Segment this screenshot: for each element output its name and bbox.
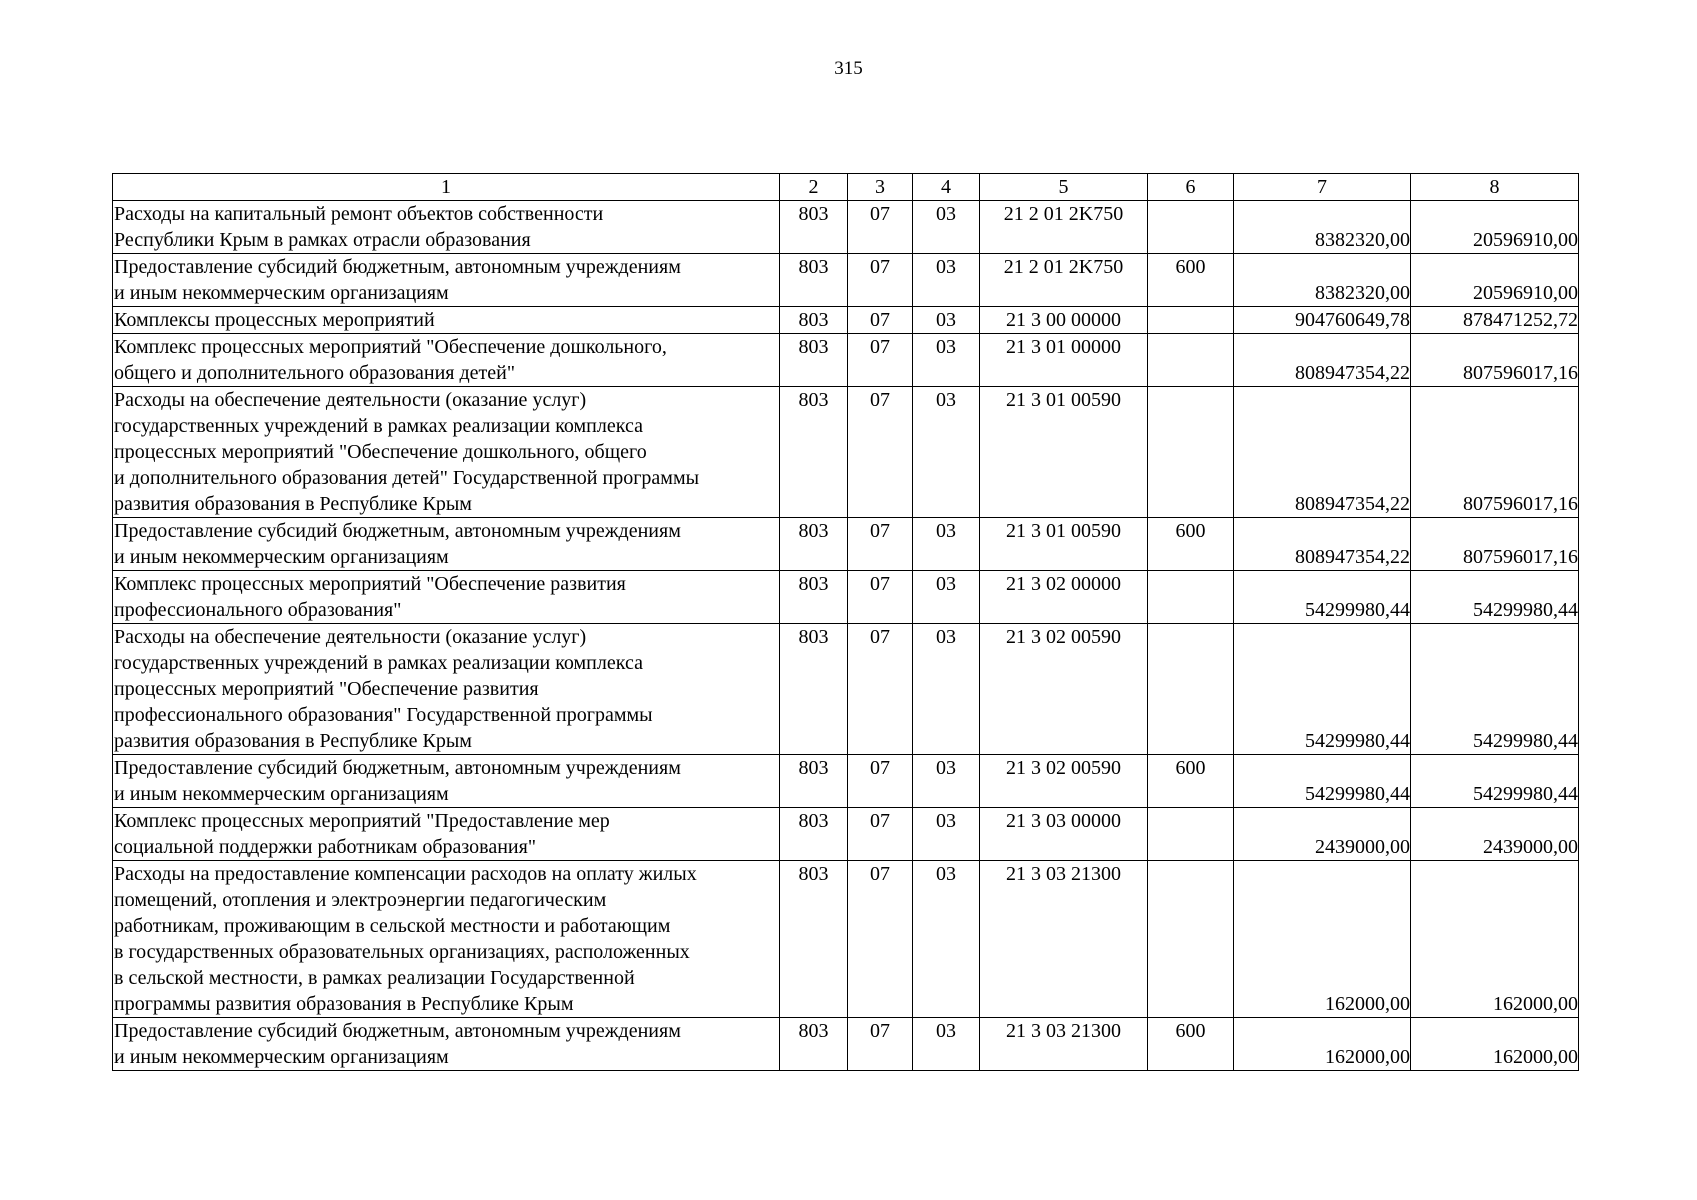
amount-year2-cell: 54299980,44 (1411, 624, 1579, 755)
subsection-code-cell: 03 (913, 571, 980, 624)
expense-type-cell (1148, 307, 1234, 334)
table-row (113, 755, 1579, 808)
amount-year1-cell: 54299980,44 (1234, 571, 1411, 624)
grbs-code-cell: 803 (780, 808, 848, 861)
column-header-7: 7 (1234, 174, 1411, 201)
target-article-cell: 21 3 01 00000 (980, 334, 1148, 387)
section-code-cell: 07 (848, 334, 913, 387)
column-header-8: 8 (1411, 174, 1579, 201)
expense-name-cell: Предоставление субсидий бюджетным, автономным учреждениям и иным некоммерческим организациям (113, 1018, 780, 1071)
amount-year1-cell: 904760649,78 (1234, 307, 1411, 334)
section-code-cell: 07 (848, 861, 913, 1018)
expense-name-cell: Предоставление субсидий бюджетным, автономным учреждениям и иным некоммерческим организациям (113, 755, 780, 808)
expense-type-cell (1148, 201, 1234, 254)
grbs-code-cell: 803 (780, 307, 848, 334)
subsection-code-cell: 03 (913, 755, 980, 808)
amount-year2-cell: 54299980,44 (1411, 571, 1579, 624)
amount-year2-cell: 20596910,00 (1411, 254, 1579, 307)
section-code-cell: 07 (848, 1018, 913, 1071)
amount-year2-cell: 878471252,72 (1411, 307, 1579, 334)
target-article-cell: 21 3 02 00590 (980, 755, 1148, 808)
amount-year1-cell: 162000,00 (1234, 861, 1411, 1018)
section-code-cell: 07 (848, 808, 913, 861)
expense-name-cell: Расходы на предоставление компенсации расходов на оплату жилых помещений, отопления и электроэнергии педагогическим работникам, проживающим в сельской местности и работающим в государственных образовательных организациях, расположенных в сельской местности, в рамках реализации Государственной программы развития образования в Республике Крым (113, 861, 780, 1018)
grbs-code-cell: 803 (780, 1018, 848, 1071)
column-header-2: 2 (780, 174, 848, 201)
section-code-cell: 07 (848, 571, 913, 624)
amount-year2-cell: 54299980,44 (1411, 755, 1579, 808)
subsection-code-cell: 03 (913, 201, 980, 254)
column-header-6: 6 (1148, 174, 1234, 201)
section-code-cell: 07 (848, 755, 913, 808)
grbs-code-cell: 803 (780, 861, 848, 1018)
amount-year1-cell: 808947354,22 (1234, 387, 1411, 518)
amount-year1-cell: 54299980,44 (1234, 755, 1411, 808)
subsection-code-cell: 03 (913, 624, 980, 755)
expense-type-cell (1148, 334, 1234, 387)
table-row (113, 307, 1579, 334)
table-row (113, 201, 1579, 254)
section-code-cell: 07 (848, 201, 913, 254)
amount-year2-cell: 807596017,16 (1411, 387, 1579, 518)
expense-type-cell: 600 (1148, 254, 1234, 307)
target-article-cell: 21 3 01 00590 (980, 387, 1148, 518)
table-row (113, 518, 1579, 571)
expense-type-cell (1148, 808, 1234, 861)
grbs-code-cell: 803 (780, 755, 848, 808)
expense-type-cell: 600 (1148, 518, 1234, 571)
budget-table (112, 173, 1579, 1071)
expense-type-cell (1148, 387, 1234, 518)
target-article-cell: 21 3 00 00000 (980, 307, 1148, 334)
table-row (113, 387, 1579, 518)
target-article-cell: 21 3 02 00000 (980, 571, 1148, 624)
expense-type-cell (1148, 624, 1234, 755)
expense-name-cell: Предоставление субсидий бюджетным, автономным учреждениям и иным некоммерческим организациям (113, 254, 780, 307)
expense-name-cell: Комплекс процессных мероприятий "Обеспечение развития профессионального образования" (113, 571, 780, 624)
expense-name-cell: Расходы на капитальный ремонт объектов собственности Республики Крым в рамках отрасли образования (113, 201, 780, 254)
target-article-cell: 21 2 01 2K750 (980, 254, 1148, 307)
expense-type-cell: 600 (1148, 755, 1234, 808)
grbs-code-cell: 803 (780, 571, 848, 624)
amount-year2-cell: 807596017,16 (1411, 518, 1579, 571)
expense-name-cell: Расходы на обеспечение деятельности (оказание услуг) государственных учреждений в рамках реализации комплекса процессных мероприятий "Обеспечение дошкольного, общего и дополнительного образования детей" Государственной программы развития образования в Республике Крым (113, 387, 780, 518)
amount-year2-cell: 807596017,16 (1411, 334, 1579, 387)
amount-year2-cell: 162000,00 (1411, 1018, 1579, 1071)
grbs-code-cell: 803 (780, 387, 848, 518)
column-header-1: 1 (113, 174, 780, 201)
section-code-cell: 07 (848, 254, 913, 307)
subsection-code-cell: 03 (913, 808, 980, 861)
page-number: 315 (834, 58, 863, 79)
table-row (113, 1018, 1579, 1071)
subsection-code-cell: 03 (913, 334, 980, 387)
amount-year2-cell: 162000,00 (1411, 861, 1579, 1018)
subsection-code-cell: 03 (913, 861, 980, 1018)
expense-type-cell (1148, 571, 1234, 624)
table-row (113, 254, 1579, 307)
amount-year1-cell: 8382320,00 (1234, 201, 1411, 254)
amount-year1-cell: 8382320,00 (1234, 254, 1411, 307)
section-code-cell: 07 (848, 387, 913, 518)
subsection-code-cell: 03 (913, 518, 980, 571)
amount-year1-cell: 2439000,00 (1234, 808, 1411, 861)
target-article-cell: 21 3 01 00590 (980, 518, 1148, 571)
expense-type-cell: 600 (1148, 1018, 1234, 1071)
section-code-cell: 07 (848, 518, 913, 571)
expense-name-cell: Комплекс процессных мероприятий "Обеспечение дошкольного, общего и дополнительного образования детей" (113, 334, 780, 387)
table-row (113, 571, 1579, 624)
table-row (113, 808, 1579, 861)
table-row (113, 334, 1579, 387)
grbs-code-cell: 803 (780, 201, 848, 254)
target-article-cell: 21 3 03 21300 (980, 1018, 1148, 1071)
amount-year1-cell: 808947354,22 (1234, 518, 1411, 571)
expense-name-cell: Комплексы процессных мероприятий (113, 307, 780, 334)
target-article-cell: 21 3 03 00000 (980, 808, 1148, 861)
grbs-code-cell: 803 (780, 334, 848, 387)
target-article-cell: 21 2 01 2K750 (980, 201, 1148, 254)
column-header-4: 4 (913, 174, 980, 201)
subsection-code-cell: 03 (913, 387, 980, 518)
expense-type-cell (1148, 861, 1234, 1018)
table-body (113, 201, 1579, 1071)
expense-name-cell: Расходы на обеспечение деятельности (оказание услуг) государственных учреждений в рамках реализации комплекса процессных мероприятий "Обеспечение развития профессионального образования" Государственной программы развития образования в Республике Крым (113, 624, 780, 755)
amount-year2-cell: 2439000,00 (1411, 808, 1579, 861)
table-row (113, 861, 1579, 1018)
target-article-cell: 21 3 02 00590 (980, 624, 1148, 755)
subsection-code-cell: 03 (913, 254, 980, 307)
subsection-code-cell: 03 (913, 307, 980, 334)
grbs-code-cell: 803 (780, 254, 848, 307)
amount-year2-cell: 20596910,00 (1411, 201, 1579, 254)
header-row (113, 174, 1579, 201)
section-code-cell: 07 (848, 624, 913, 755)
amount-year1-cell: 54299980,44 (1234, 624, 1411, 755)
grbs-code-cell: 803 (780, 518, 848, 571)
target-article-cell: 21 3 03 21300 (980, 861, 1148, 1018)
column-header-3: 3 (848, 174, 913, 201)
table-row (113, 624, 1579, 755)
subsection-code-cell: 03 (913, 1018, 980, 1071)
section-code-cell: 07 (848, 307, 913, 334)
amount-year1-cell: 808947354,22 (1234, 334, 1411, 387)
column-header-5: 5 (980, 174, 1148, 201)
expense-name-cell: Предоставление субсидий бюджетным, автономным учреждениям и иным некоммерческим организациям (113, 518, 780, 571)
expense-name-cell: Комплекс процессных мероприятий "Предоставление мер социальной поддержки работникам образования" (113, 808, 780, 861)
grbs-code-cell: 803 (780, 624, 848, 755)
amount-year1-cell: 162000,00 (1234, 1018, 1411, 1071)
